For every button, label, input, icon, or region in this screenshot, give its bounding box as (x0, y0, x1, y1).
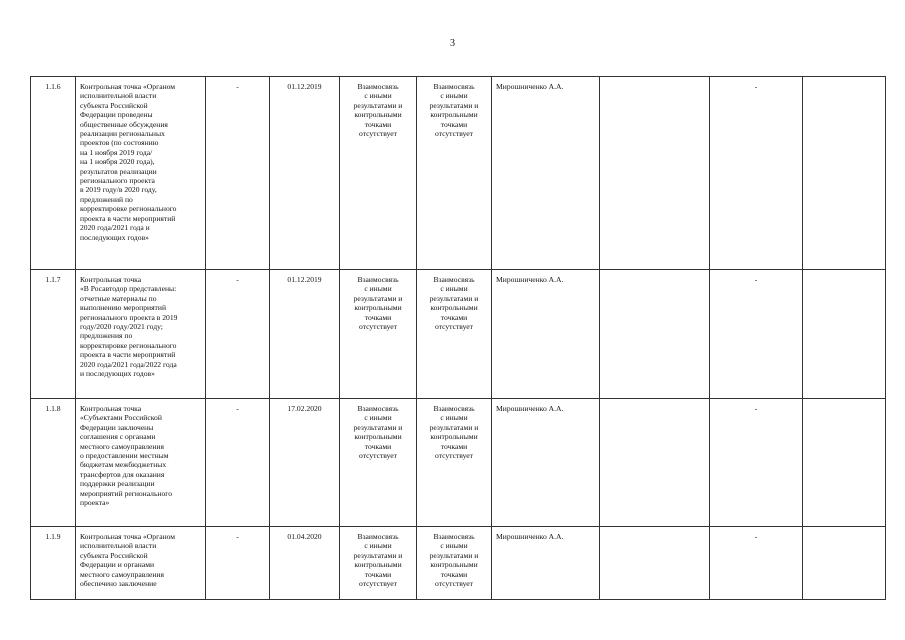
extra-cell (803, 527, 886, 600)
page-number: 3 (450, 38, 455, 49)
row-number-cell: 1.1.9 (31, 527, 76, 600)
control-point-name-cell: Контрольная точка «В Росавтодор представлены: отчетные материалы по выполнению мероприятий регионального проекта в 2019 году/2020 году/2021 году; предложения по корректировке регионального проекта в части мероприятий 2020 года/2021 года/2022 года и последующих годов» (76, 270, 206, 399)
predecessor-link-cell: Взаимосвязь с иными результатами и контрольными точками отсутствует (340, 527, 417, 600)
control-point-name-cell: Контрольная точка «Органом исполнительной власти субъекта Российской Федерации проведены общественные обсуждения реализации региональных проектов (по состоянию на 1 ноября 2019 года/ на 1 ноября 2020 года), результатов реализации регионального проекта в 2019 году/в 2020 году, предложений по корректировке регионального проекта в части мероприятий 2020 года/2021 года и последующих годов» (76, 77, 206, 270)
successor-link-cell: Взаимосвязь с иными результатами и контрольными точками отсутствует (417, 270, 492, 399)
table-row (31, 270, 886, 399)
end-date-cell: 01.12.2019 (270, 270, 340, 399)
predecessor-link-cell: Взаимосвязь с иными результатами и контрольными точками отсутствует (340, 399, 417, 527)
table-row (31, 399, 886, 527)
row-number-cell: 1.1.8 (31, 399, 76, 527)
row-number-cell: 1.1.7 (31, 270, 76, 399)
predecessor-link-cell: Взаимосвязь с иными результатами и контрольными точками отсутствует (340, 270, 417, 399)
successor-link-cell: Взаимосвязь с иными результатами и контрольными точками отсутствует (417, 527, 492, 600)
control-level-cell: - (710, 77, 803, 270)
start-date-cell: - (206, 270, 270, 399)
extra-cell (803, 399, 886, 527)
successor-link-cell: Взаимосвязь с иными результатами и контрольными точками отсутствует (417, 399, 492, 527)
control-level-cell: - (710, 527, 803, 600)
successor-link-cell: Взаимосвязь с иными результатами и контрольными точками отсутствует (417, 77, 492, 270)
responsible-cell: Мирошниченко А.А. (492, 527, 600, 600)
document-cell (600, 270, 710, 399)
table-row (31, 77, 886, 270)
row-number-cell: 1.1.6 (31, 77, 76, 270)
control-point-name-cell: Контрольная точка «Субъектами Российской Федерации заключены соглашения с органами местного самоуправления о предоставлении местным бюджетам межбюджетных трансфертов для оказания поддержки реализации мероприятий регионального проекта» (76, 399, 206, 527)
end-date-cell: 17.02.2020 (270, 399, 340, 527)
extra-cell (803, 77, 886, 270)
end-date-cell: 01.12.2019 (270, 77, 340, 270)
predecessor-link-cell: Взаимосвязь с иными результатами и контрольными точками отсутствует (340, 77, 417, 270)
start-date-cell: - (206, 399, 270, 527)
responsible-cell: Мирошниченко А.А. (492, 270, 600, 399)
end-date-cell: 01.04.2020 (270, 527, 340, 600)
responsible-cell: Мирошниченко А.А. (492, 399, 600, 527)
responsible-cell: Мирошниченко А.А. (492, 77, 600, 270)
control-level-cell: - (710, 399, 803, 527)
extra-cell (803, 270, 886, 399)
document-cell (600, 77, 710, 270)
control-points-table (30, 76, 886, 600)
start-date-cell: - (206, 527, 270, 600)
document-cell (600, 399, 710, 527)
table-row (31, 527, 886, 600)
control-point-name-cell: Контрольная точка «Органом исполнительной власти субъекта Российской Федерации и органами местного самоуправления обеспечено заключение (76, 527, 206, 600)
control-level-cell: - (710, 270, 803, 399)
start-date-cell: - (206, 77, 270, 270)
document-cell (600, 527, 710, 600)
